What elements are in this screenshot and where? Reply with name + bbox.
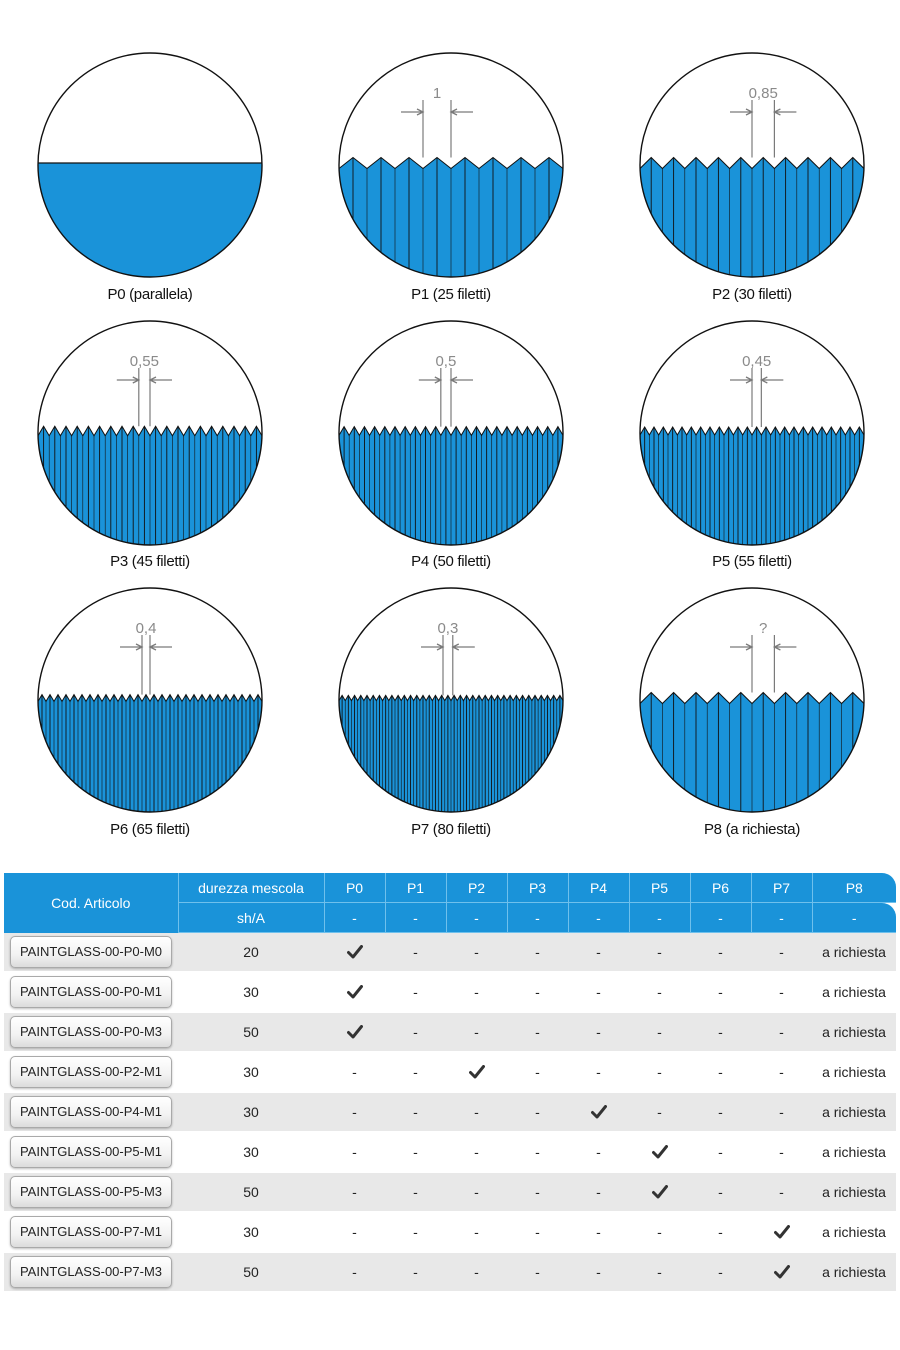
code-cell (4, 1212, 178, 1252)
header-code: Cod. Articolo (4, 873, 178, 933)
pitch-label: 0,55 (129, 353, 160, 370)
thread-surface (618, 158, 876, 280)
profile-cell-p3: - (507, 1052, 568, 1092)
profile-cell-p4: - (568, 1172, 629, 1212)
table-header-row (4, 873, 896, 903)
article-code-button[interactable]: PAINTGLASS-00-P2-M1 (10, 1056, 172, 1088)
article-code-button[interactable]: PAINTGLASS-00-P7-M1 (10, 1216, 172, 1248)
profile-cell-p8: a richiesta (812, 1052, 896, 1092)
hardness-cell: 20 (178, 933, 324, 973)
table-row (4, 1012, 896, 1052)
profile-cell-p2: - (446, 1132, 507, 1172)
profile-caption: P5 (55 filetti) (712, 553, 792, 570)
profile-cell-p2: - (446, 1212, 507, 1252)
pitch-dimension (421, 635, 475, 695)
profile-cell-p7: - (751, 1012, 812, 1052)
check-icon (568, 1105, 629, 1119)
profile-p1 (331, 40, 571, 320)
profile-cell-p2: - (446, 933, 507, 973)
table-row (4, 1172, 896, 1212)
profile-cell-p0: - (324, 1132, 385, 1172)
subheader-p7: - (751, 903, 812, 933)
profile-cell-p3: - (507, 1132, 568, 1172)
thread-surface (27, 426, 279, 547)
profile-cell-p8: a richiesta (812, 972, 896, 1012)
profile-cell-p3: - (507, 933, 568, 973)
check-icon (751, 1225, 812, 1239)
profile-cell-p7 (751, 1212, 812, 1252)
pitch-label: 0,45 (742, 353, 772, 370)
profile-cell-p6: - (690, 1052, 751, 1092)
profile-cell-p2: - (446, 1092, 507, 1132)
profile-p6 (30, 575, 270, 855)
hardness-cell: 30 (178, 1092, 324, 1132)
profile-p4 (331, 308, 571, 588)
profile-cell-p0: - (324, 1052, 385, 1092)
subheader-p2: - (446, 903, 507, 933)
profile-cell-p2: - (446, 972, 507, 1012)
header-p5: P5 (629, 873, 690, 903)
profile-cell-p5 (629, 1172, 690, 1212)
profile-cell-p1: - (385, 972, 446, 1012)
header-p2: P2 (446, 873, 507, 903)
article-code-button[interactable]: PAINTGLASS-00-P0-M3 (10, 1016, 172, 1048)
table-row (4, 933, 896, 973)
profile-caption: P4 (50 filetti) (411, 553, 491, 570)
profile-cell-p2: - (446, 1252, 507, 1292)
pitch-dimension (730, 100, 796, 158)
profile-cell-p6: - (690, 1092, 751, 1132)
profile-cell-p6: - (690, 1252, 751, 1292)
profile-cell-p3: - (507, 1212, 568, 1252)
profile-cell-p7: - (751, 1172, 812, 1212)
profile-drawing (632, 575, 872, 815)
profile-cell-p0: - (324, 1252, 385, 1292)
profile-cell-p2 (446, 1052, 507, 1092)
profile-cell-p1: - (385, 1212, 446, 1252)
profile-drawing (331, 308, 571, 548)
profile-cell-p8: a richiesta (812, 1252, 896, 1292)
check-icon (324, 1025, 385, 1039)
code-cell (4, 1252, 178, 1292)
profile-drawing (331, 40, 571, 280)
profile-caption: P1 (25 filetti) (411, 286, 491, 303)
code-cell (4, 1092, 178, 1132)
pitch-label: ? (759, 620, 768, 637)
pitch-dimension (730, 368, 783, 427)
pitch-dimension (730, 635, 796, 693)
code-cell (4, 1132, 178, 1172)
profile-drawing (30, 575, 270, 815)
profile-cell-p7: - (751, 1132, 812, 1172)
header-p3: P3 (507, 873, 568, 903)
table-row (4, 1092, 896, 1132)
profile-cell-p3: - (507, 1092, 568, 1132)
profile-caption: P0 (parallela) (107, 286, 193, 303)
profile-cell-p8: a richiesta (812, 1212, 896, 1252)
profile-p0 (30, 40, 270, 320)
profile-caption: P8 (a richiesta) (703, 821, 801, 838)
header-p1: P1 (385, 873, 446, 903)
profile-cell-p7: - (751, 972, 812, 1012)
profile-cell-p4: - (568, 1132, 629, 1172)
pitch-label: 1 (432, 85, 442, 102)
profile-cell-p6: - (690, 1172, 751, 1212)
thread-surface (631, 427, 869, 547)
profile-cell-p3: - (507, 1172, 568, 1212)
article-code-button[interactable]: PAINTGLASS-00-P0-M1 (10, 976, 172, 1008)
profile-cell-p1: - (385, 1052, 446, 1092)
profile-cell-p5: - (629, 1252, 690, 1292)
pitch-label: 0,85 (748, 85, 778, 102)
code-cell (4, 1172, 178, 1212)
profile-drawing (632, 40, 872, 280)
profile-cell-p2: - (446, 1012, 507, 1052)
profile-p5 (632, 308, 872, 588)
thread-surface (30, 695, 274, 814)
pitch-label: 0,4 (135, 620, 157, 637)
article-code-button[interactable]: PAINTGLASS-00-P5-M3 (10, 1176, 172, 1208)
profile-cell-p5: - (629, 1012, 690, 1052)
profile-cell-p8: a richiesta (812, 933, 896, 973)
profile-cell-p2: - (446, 1172, 507, 1212)
profile-cell-p5: - (629, 1212, 690, 1252)
hardness-cell: 50 (178, 1172, 324, 1212)
profile-drawing (331, 575, 571, 815)
profile-cell-p0 (324, 1012, 385, 1052)
profile-cell-p8: a richiesta (812, 1172, 896, 1212)
code-cell (4, 972, 178, 1012)
subheader-p8: - (812, 903, 896, 933)
header-p0: P0 (324, 873, 385, 903)
thread-surface (618, 693, 876, 815)
profile-cell-p1: - (385, 1132, 446, 1172)
profile-cell-p0: - (324, 1172, 385, 1212)
hardness-cell: 30 (178, 1132, 324, 1172)
profile-caption: P3 (45 filetti) (110, 553, 190, 570)
profile-cell-p3: - (507, 1012, 568, 1052)
profile-cell-p4: - (568, 1012, 629, 1052)
profile-cell-p5: - (629, 933, 690, 973)
profile-cell-p1: - (385, 1012, 446, 1052)
table-row (4, 1052, 896, 1092)
table-row (4, 972, 896, 1012)
subheader-p4: - (568, 903, 629, 933)
profile-cell-p6: - (690, 933, 751, 973)
profile-cell-p6: - (690, 1132, 751, 1172)
article-code-button[interactable]: PAINTGLASS-00-P4-M1 (10, 1096, 172, 1128)
profile-drawing (30, 308, 270, 548)
check-icon (324, 945, 385, 959)
profile-cell-p3: - (507, 972, 568, 1012)
header-p4: P4 (568, 873, 629, 903)
profile-drawing (30, 40, 270, 280)
profile-cell-p1: - (385, 1252, 446, 1292)
check-icon (629, 1185, 690, 1199)
profile-p8 (632, 575, 872, 855)
check-icon (629, 1145, 690, 1159)
profile-cell-p6: - (690, 972, 751, 1012)
profile-cell-p4 (568, 1092, 629, 1132)
subheader-p0: - (324, 903, 385, 933)
profile-caption: P2 (30 filetti) (712, 286, 792, 303)
hardness-cell: 30 (178, 972, 324, 1012)
pitch-label: 0,5 (435, 353, 457, 370)
header-p7: P7 (751, 873, 812, 903)
fill-surface (36, 163, 264, 279)
pitch-dimension (120, 635, 172, 695)
table-row (4, 1132, 896, 1172)
hardness-cell: 30 (178, 1212, 324, 1252)
profile-cell-p1: - (385, 933, 446, 973)
header-hardness: durezza mescola (178, 873, 324, 903)
profile-cell-p0: - (324, 1092, 385, 1132)
check-icon (324, 985, 385, 999)
pitch-dimension (419, 368, 473, 427)
hardness-cell: 30 (178, 1052, 324, 1092)
table-row (4, 1212, 896, 1252)
profile-cell-p8: a richiesta (812, 1132, 896, 1172)
profile-cell-p1: - (385, 1172, 446, 1212)
profile-cell-p0 (324, 933, 385, 973)
profile-p2 (632, 40, 872, 320)
profile-cell-p6: - (690, 1212, 751, 1252)
code-cell (4, 1012, 178, 1052)
hardness-cell: 50 (178, 1252, 324, 1292)
subheader-p5: - (629, 903, 690, 933)
table-body (4, 933, 896, 1293)
profile-cell-p7 (751, 1252, 812, 1292)
profile-cell-p4: - (568, 1252, 629, 1292)
profile-cell-p0 (324, 972, 385, 1012)
subheader-p3: - (507, 903, 568, 933)
profile-cell-p7: - (751, 933, 812, 973)
pitch-dimension (401, 100, 473, 158)
profile-cell-p4: - (568, 972, 629, 1012)
check-icon (751, 1265, 812, 1279)
profile-p7 (331, 575, 571, 855)
profile-cell-p6: - (690, 1012, 751, 1052)
profile-cell-p5 (629, 1132, 690, 1172)
profile-cell-p4: - (568, 1052, 629, 1092)
product-table (4, 873, 896, 1293)
profile-cell-p1: - (385, 1092, 446, 1132)
profile-cell-p4: - (568, 1212, 629, 1252)
profile-cell-p3: - (507, 1252, 568, 1292)
table-row (4, 1252, 896, 1292)
subheader-p1: - (385, 903, 446, 933)
code-cell (4, 933, 178, 973)
profile-cell-p5: - (629, 1092, 690, 1132)
hardness-cell: 50 (178, 1012, 324, 1052)
profile-cell-p7: - (751, 1052, 812, 1092)
profile-cell-p8: a richiesta (812, 1092, 896, 1132)
code-cell (4, 1052, 178, 1092)
profile-cell-p4: - (568, 933, 629, 973)
thread-surface (311, 158, 605, 280)
profile-p3 (30, 308, 270, 588)
profile-cell-p7: - (751, 1092, 812, 1132)
check-icon (446, 1065, 507, 1079)
pitch-label: 0,3 (437, 620, 459, 637)
thread-surface (333, 695, 566, 814)
profile-cell-p5: - (629, 1052, 690, 1092)
article-code-button[interactable]: PAINTGLASS-00-P0-M0 (10, 936, 172, 968)
profile-cell-p0: - (324, 1212, 385, 1252)
subheader-p6: - (690, 903, 751, 933)
header-p6: P6 (690, 873, 751, 903)
profile-caption: P7 (80 filetti) (411, 821, 491, 838)
profile-drawing (632, 308, 872, 548)
header-hardness-unit: sh/A (178, 903, 324, 933)
header-p8: P8 (812, 873, 896, 903)
profile-cell-p5: - (629, 972, 690, 1012)
article-code-button[interactable]: PAINTGLASS-00-P7-M3 (10, 1256, 172, 1288)
article-code-button[interactable]: PAINTGLASS-00-P5-M1 (10, 1136, 172, 1168)
profile-cell-p8: a richiesta (812, 1012, 896, 1052)
pitch-dimension (117, 368, 172, 426)
profile-caption: P6 (65 filetti) (110, 821, 190, 838)
